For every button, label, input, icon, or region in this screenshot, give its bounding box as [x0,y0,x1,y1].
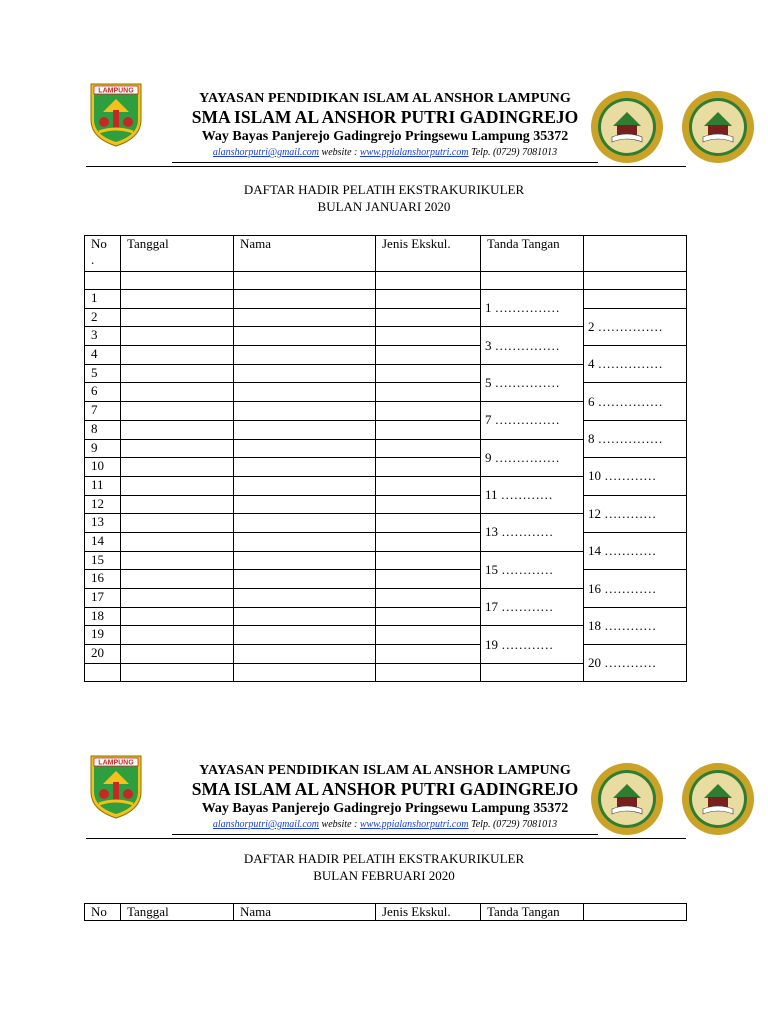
header-rule [172,162,598,163]
table-cell[interactable] [234,364,376,383]
table-cell[interactable] [234,551,376,570]
table-row [85,458,687,477]
table-cell[interactable] [121,532,234,551]
table-cell[interactable] [234,458,376,477]
row-number: 5 [85,364,121,383]
table-cell[interactable] [121,551,234,570]
table-cell[interactable] [376,383,481,402]
row-number: 8 [85,420,121,439]
table-cell[interactable] [376,308,481,327]
table-cell[interactable] [376,626,481,645]
foundation-name: YAYASAN PENDIDIKAN ISLAM AL ANSHOR LAMPUNG [199,763,571,778]
table-cell[interactable] [234,383,376,402]
table-cell[interactable] [376,272,481,290]
website-link[interactable]: www.ppialanshorputri.com [359,147,469,158]
table-cell[interactable] [121,495,234,514]
column-header [584,236,687,272]
row-number: 20 [85,645,121,664]
table-cell[interactable] [234,346,376,365]
table-cell[interactable] [376,458,481,477]
table-cell[interactable] [234,327,376,346]
signature-slot-empty[interactable] [584,290,687,309]
table-cell[interactable] [121,476,234,495]
column-header: Jenis Ekskul. [376,904,481,921]
table-row [85,308,687,327]
column-header [584,904,687,921]
foundation-name: YAYASAN PENDIDIKAN ISLAM AL ANSHOR LAMPUNG [199,91,571,106]
signature-slot[interactable]: 12 ………… [584,495,687,532]
svg-text:LAMPUNG: LAMPUNG [98,87,134,95]
table-cell[interactable] [234,476,376,495]
table-row [85,570,687,589]
table-cell[interactable] [234,570,376,589]
table-cell[interactable] [376,327,481,346]
column-header: Tanggal [121,904,234,921]
row-number: 13 [85,514,121,533]
table-cell[interactable] [121,570,234,589]
school-name: SMA ISLAM AL ANSHOR PUTRI GADINGREJO [191,107,579,127]
row-number: 18 [85,607,121,626]
table-cell[interactable] [376,346,481,365]
header-rule-thin [86,166,686,167]
signature-slot[interactable]: 8 …………… [584,420,687,457]
row-number: 10 [85,458,121,477]
signature-slot[interactable]: 7 …………… [481,402,584,439]
column-header: Tanda Tangan [481,236,584,272]
table-cell[interactable] [234,514,376,533]
table-cell[interactable] [376,420,481,439]
table-row [85,495,687,514]
signature-slot[interactable]: 1 …………… [481,290,584,327]
signature-slot[interactable]: 17 ………… [481,589,584,626]
table-cell[interactable] [376,495,481,514]
signature-slot[interactable]: 10 ………… [584,458,687,495]
table-cell[interactable] [376,607,481,626]
table-cell[interactable] [85,272,121,290]
table-cell[interactable] [376,551,481,570]
signature-slot[interactable]: 13 ………… [481,514,584,551]
table-cell[interactable] [121,308,234,327]
table-cell[interactable] [234,420,376,439]
table-row [85,346,687,365]
contact-line: alanshorputri@gmail.com website : www.ppialanshorputri.com Telp. (0729) 7081013 [212,819,558,830]
row-number: 19 [85,626,121,645]
table-cell[interactable] [376,364,481,383]
table-cell[interactable] [234,589,376,608]
table-cell[interactable] [234,402,376,421]
school-name: SMA ISLAM AL ANSHOR PUTRI GADINGREJO [191,779,579,799]
table-row [85,532,687,551]
signature-slot[interactable]: 20 ………… [584,645,687,682]
signature-slot[interactable]: 9 …………… [481,439,584,476]
lampung-emblem-icon [89,82,143,148]
table-cell[interactable] [121,645,234,664]
row-number: 1 [85,290,121,309]
school-seal-icon [590,90,664,164]
table-cell[interactable] [376,402,481,421]
sheet-title: DAFTAR HADIR PELATIH EKSTRAKURIKULER [243,182,525,197]
header-rule-thin [86,838,686,839]
signature-slot[interactable]: 19 ………… [481,626,584,663]
table-cell[interactable] [234,663,376,681]
column-header: Nama [234,236,376,272]
table-row [85,290,687,309]
row-number: 3 [85,327,121,346]
table-cell[interactable] [376,290,481,309]
signature-slot[interactable]: 2 …………… [584,308,687,345]
table-cell[interactable] [121,402,234,421]
table-cell[interactable] [376,645,481,664]
attendance-table-february [84,903,687,921]
row-number: 16 [85,570,121,589]
column-header: Tanda Tangan [481,904,584,921]
signature-slot[interactable]: 11 ………… [481,476,584,513]
table-cell[interactable] [584,272,687,290]
website-link[interactable]: www.ppialanshorputri.com [359,819,469,830]
email-link[interactable]: alanshorputri@gmail.com [212,147,320,158]
table-row [85,645,687,664]
signature-slot[interactable]: 15 ………… [481,551,584,588]
row-number: 7 [85,402,121,421]
table-cell[interactable] [234,308,376,327]
table-cell[interactable] [85,663,121,681]
row-number: 9 [85,439,121,458]
school-address: Way Bayas Panjerejo Gadingrejo Pringsewu Lampung 35372 [201,129,569,144]
table-cell[interactable] [234,495,376,514]
table-cell[interactable] [234,439,376,458]
table-cell[interactable] [121,626,234,645]
attendance-table-january [84,235,687,682]
column-header: Tanggal [121,236,234,272]
signature-slot[interactable]: 3 …………… [481,327,584,364]
signature-slot[interactable]: 4 …………… [584,346,687,383]
table-cell[interactable] [121,663,234,681]
table-cell[interactable] [121,607,234,626]
table-cell[interactable] [234,290,376,309]
table-cell[interactable] [376,514,481,533]
table-cell[interactable] [121,420,234,439]
school-seal-icon [681,90,755,164]
table-cell[interactable] [121,514,234,533]
table-cell[interactable] [376,570,481,589]
school-seal-icon [590,762,664,836]
table-cell[interactable] [121,327,234,346]
email-link[interactable]: alanshorputri@gmail.com [212,819,320,830]
sheet-title: DAFTAR HADIR PELATIH EKSTRAKURIKULER [243,851,525,866]
table-cell[interactable] [234,607,376,626]
table-row [85,607,687,626]
column-header: No . [85,236,121,272]
row-number: 2 [85,308,121,327]
header-rule [172,834,598,835]
contact-line: alanshorputri@gmail.com website : www.ppialanshorputri.com Telp. (0729) 7081013 [212,147,558,158]
signature-slot[interactable]: 16 ………… [584,570,687,607]
row-number: 14 [85,532,121,551]
signature-slot[interactable]: 14 ………… [584,532,687,569]
table-cell[interactable] [121,589,234,608]
table-cell[interactable] [376,589,481,608]
row-number: 17 [85,589,121,608]
table-cell[interactable] [121,290,234,309]
table-cell[interactable] [376,476,481,495]
row-number: 6 [85,383,121,402]
lampung-emblem-icon [89,754,143,820]
row-number: 15 [85,551,121,570]
school-address: Way Bayas Panjerejo Gadingrejo Pringsewu Lampung 35372 [201,801,569,816]
table-cell[interactable] [234,532,376,551]
table-row [85,383,687,402]
svg-text:LAMPUNG: LAMPUNG [98,759,134,767]
column-header: Nama [234,904,376,921]
signature-slot-empty[interactable] [481,663,584,681]
row-number: 12 [85,495,121,514]
column-header: No [85,904,121,921]
row-number: 4 [85,346,121,365]
table-cell[interactable] [234,626,376,645]
table-cell[interactable] [121,272,234,290]
signature-slot[interactable]: 6 …………… [584,383,687,420]
table-cell[interactable] [234,645,376,664]
table-cell[interactable] [376,532,481,551]
table-cell[interactable] [121,439,234,458]
row-number: 11 [85,476,121,495]
table-cell[interactable] [121,364,234,383]
column-header: Jenis Ekskul. [376,236,481,272]
sheet-month: BULAN FEBRUARI 2020 [313,868,455,883]
table-cell[interactable] [121,383,234,402]
signature-slot[interactable]: 5 …………… [481,364,584,401]
table-cell[interactable] [234,272,376,290]
table-row [85,420,687,439]
table-cell[interactable] [376,439,481,458]
school-seal-icon [681,762,755,836]
table-cell[interactable] [481,272,584,290]
table-cell[interactable] [121,458,234,477]
table-cell[interactable] [376,663,481,681]
table-cell[interactable] [121,346,234,365]
sheet-month: BULAN JANUARI 2020 [317,199,451,214]
signature-slot[interactable]: 18 ………… [584,607,687,644]
